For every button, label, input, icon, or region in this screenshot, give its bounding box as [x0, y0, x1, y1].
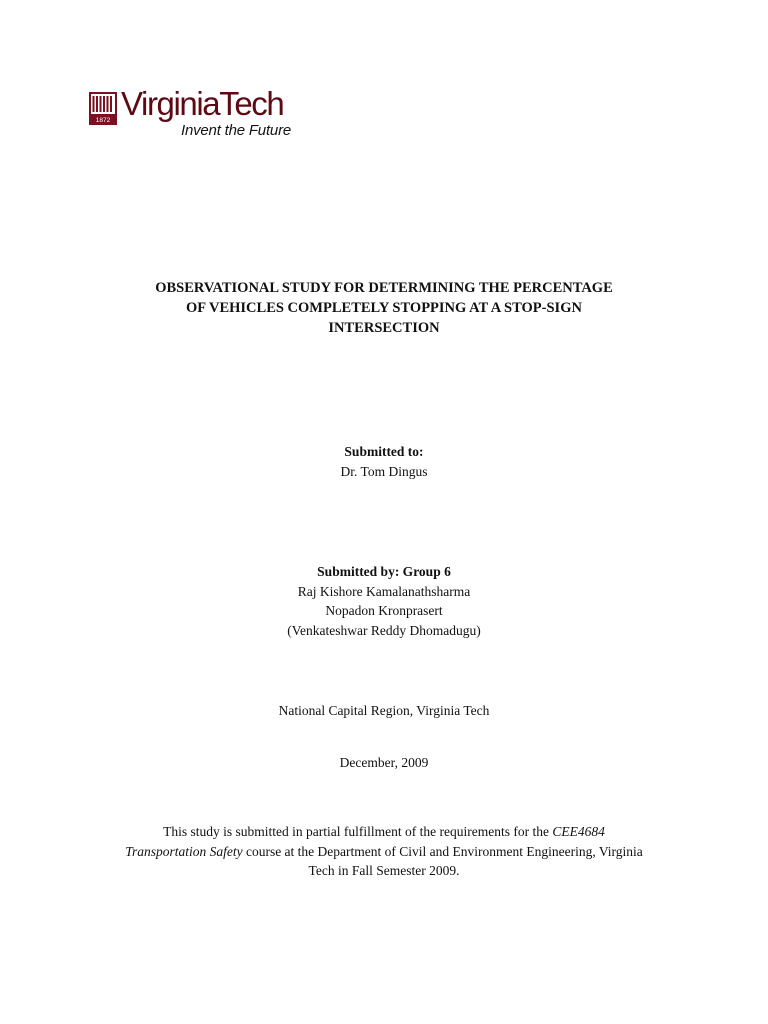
group-member: (Venkateshwar Reddy Dhomadugu): [287, 622, 481, 638]
submitted-by-section: [60, 562, 708, 640]
logo-tagline: Invent the Future: [181, 122, 292, 139]
university-seal-icon: [89, 92, 117, 125]
course-code: CEE4684: [552, 824, 605, 839]
fulfillment-statement: [80, 822, 688, 881]
group-member: Nopadon Kronprasert: [325, 603, 443, 618]
document-title: [80, 278, 688, 338]
submitted-by-label: Submitted by: Group 6: [317, 564, 451, 579]
title-line-1: OBSERVATIONAL STUDY FOR DETERMINING THE PERCENTAGE: [155, 280, 613, 296]
submitted-to-section: [60, 442, 708, 481]
submitted-to-name: Dr. Tom Dingus: [340, 463, 428, 479]
course-name: Transportation Safety: [125, 843, 243, 859]
title-line-2: OF VEHICLES COMPLETELY STOPPING AT A STOP-SIGN: [186, 300, 582, 316]
institution-line: National Capital Region, Virginia Tech: [278, 703, 490, 718]
virginia-tech-logo: [89, 85, 319, 144]
submitted-to-label: Submitted to:: [344, 444, 424, 459]
group-member: Raj Kishore Kamalanathsharma: [297, 583, 471, 599]
logo-wordmark: VirginiaTech: [121, 85, 284, 122]
statement-text-3: Tech in Fall Semester 2009.: [308, 863, 460, 878]
seal-year: 1872: [95, 117, 111, 124]
statement-text-2: course at the Department of Civil and Environment Engineering, Virginia: [242, 843, 643, 859]
statement-text-1: This study is submitted in partial fulfillment of the requirements for the: [163, 824, 553, 839]
submission-date: December, 2009: [339, 755, 429, 770]
title-line-3: INTERSECTION: [328, 320, 440, 336]
